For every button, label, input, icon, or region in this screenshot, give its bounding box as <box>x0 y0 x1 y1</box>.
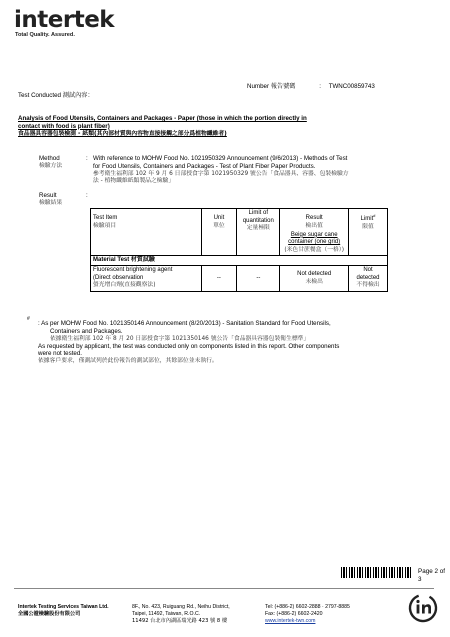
result-label-zh: 檢驗結果 <box>39 199 63 206</box>
row-unit: -- <box>201 266 237 291</box>
note-1: : As per MOHW Food No. 1021350146 Announcement (8/20/2013) - Sanitation Standard for Food Utensils, <box>38 320 331 327</box>
result-label <box>39 192 62 207</box>
header-sample: Beige sugar cane container (one grid) (米色甘蔗餐盒（一格）) <box>280 231 349 256</box>
analysis-title-line-1: Analysis of Food Utensils, Containers and Packages - Paper (those in which the portion directly in <box>18 115 307 122</box>
header-loq: Limit of quantitation 定量極限 <box>237 209 280 256</box>
method-colon: : <box>86 155 88 162</box>
table-header-row <box>91 209 388 231</box>
row-result: Not detected 未檢出 <box>280 266 349 291</box>
method-line-2: for Food Utensils, Containers and Packages - Test of Plant Fiber Paper Products. <box>93 162 316 170</box>
section-material-test: Material Test 材質試驗 <box>91 255 388 266</box>
method-text <box>93 155 433 185</box>
note-2b: were not tested. <box>38 350 83 358</box>
footer-divider <box>14 588 434 589</box>
method-line-4: 法 - 植物纖維紙類製品之檢驗」 <box>93 177 175 184</box>
page-number: Page 2 of 3 <box>418 568 445 583</box>
footer-website-link[interactable]: www.intertek-twn.com <box>265 618 316 625</box>
result-label-en: Result <box>39 192 57 199</box>
note-2-zh: 依據客戶要求，僅測試列於此份報告的測試部位，其餘部位並未執行。 <box>38 358 218 365</box>
row-limit: Not detected 不得檢出 <box>349 266 388 291</box>
header-unit: Unit 單位 <box>201 209 237 256</box>
result-colon: : <box>86 192 88 199</box>
table-section-row <box>91 255 388 266</box>
footer-tel: Tel: (+886-2) 6602-2888 · 2797-8885 <box>265 604 350 610</box>
report-number-value: TWNC00859743 <box>328 83 375 90</box>
method-label-en: Method <box>39 155 60 162</box>
header-limit: Limit# 限值 <box>349 209 388 256</box>
footer-address-2: Taipei, 11492, Taiwan, R.O.C. <box>132 611 201 618</box>
table-row <box>91 266 388 291</box>
method-line-1: With reference to MOHW Food No. 1021950329 Announcement (9/6/2013) - Methods of Test <box>93 155 348 162</box>
row-test-item: Fluorescent brightening agent (Direct observation 螢光增白劑(直接觀察法) <box>91 266 202 291</box>
analysis-title <box>18 115 438 138</box>
report-number-label: Number 報告號碼 <box>247 83 296 90</box>
footer-company-en: Intertek Testing Services Taiwan Ltd. <box>18 604 109 610</box>
note-hash: # <box>27 316 30 322</box>
barcode-image <box>341 567 411 578</box>
logo-tagline: Total Quality. Assured. <box>15 32 75 38</box>
footer-contact <box>265 604 350 625</box>
method-label <box>39 155 62 170</box>
footer-company <box>18 604 109 618</box>
footer-company-zh: 全國公證檢驗股份有限公司 <box>18 611 81 618</box>
footer-address-zh: 11492 台北市內湖區瑞光路 423 號 8 樓 <box>132 618 228 625</box>
report-number-row <box>247 83 375 91</box>
method-line-3: 參考衛生福利部 102 年 9 月 6 日部授食字第 1021950329 號公告「食品器具、容器、包裝檢驗方 <box>93 170 349 177</box>
test-conducted-label: Test Conducted 測試內容： <box>18 92 94 99</box>
footer-fax: Fax: (+886-2) 6602-2420 <box>265 611 323 618</box>
notes-block <box>38 320 438 365</box>
method-label-zh: 檢驗方法 <box>39 162 63 169</box>
note-2: As requested by applicant, the test was conducted only on components listed in this report. Other components <box>38 342 340 350</box>
analysis-title-line-2: contact with food is plant fiber) <box>18 122 110 130</box>
row-loq: -- <box>237 266 280 291</box>
report-number-sep: : <box>319 83 321 90</box>
header-result: Result 檢出值 <box>280 209 349 231</box>
footer-address <box>132 604 230 625</box>
results-table <box>90 208 388 292</box>
intertek-logo: intertek <box>14 7 115 33</box>
note-1b: Containers and Packages. <box>50 327 123 335</box>
intertek-in-logo-icon <box>407 592 439 624</box>
header-test-item: Test Item 檢驗項目 <box>91 209 202 256</box>
note-1-zh: 依據衛生福利部 102 年 8 月 20 日部授食字第 1021350146 號公告「食品器具容器包裝衛生標準」 <box>50 335 310 342</box>
analysis-title-zh: 食品器具容器包裝檢測 - 紙類(其內部材質與內容物直接接觸之部分爲植物纖維者) <box>18 130 227 137</box>
footer-address-1: 8F., No. 423, Ruiguang Rd., Neihu District, <box>132 604 230 610</box>
